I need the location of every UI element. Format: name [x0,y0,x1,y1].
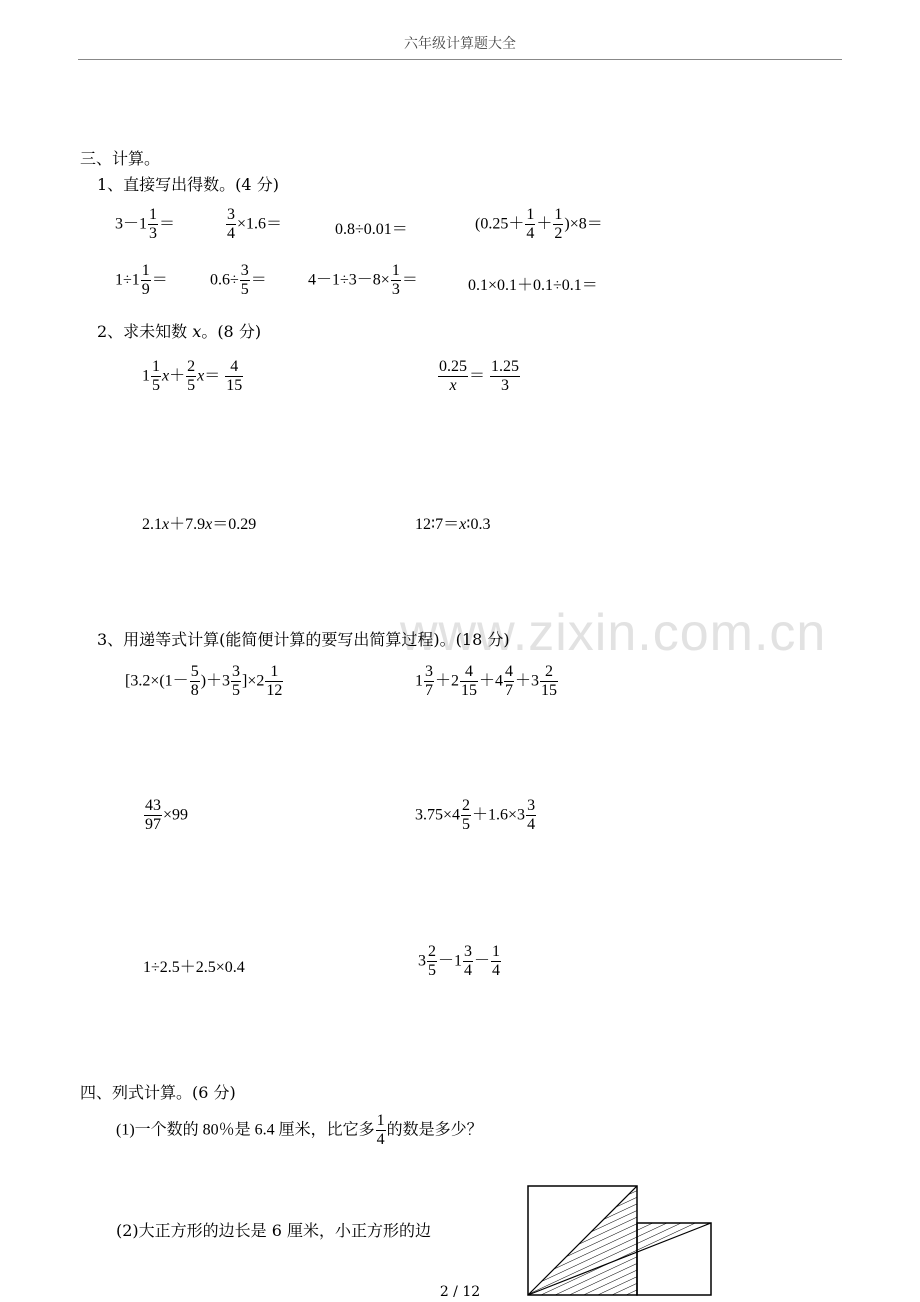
q2-equation-2: $\frac{0.25}{x}$ ＝ $\frac{1.25}{3}$ [439,358,520,395]
q3-expr-5: 1÷2.5＋2.5×0.4 [143,959,245,976]
q1-expr-7: 4－1÷3－8× $\frac{1}{3}$ ＝ [308,262,418,299]
q1-expr-5: 1÷1 $\frac{1}{9}$ ＝ [115,262,168,299]
section-4-title: 四、列式计算。(6 分) [80,1083,236,1102]
watermark: www.zixin.com.cn [400,604,827,662]
page-header: 六年级计算题大全 [78,33,842,60]
question-2-title: 2、求未知数 x。(8 分) [97,322,262,341]
q2-equation-1: 1 $\frac{1}{5}$ x＋ $\frac{2}{5}$ x＝ $\frac{4}{15}$ [142,358,243,395]
word-problem-2: (2)大正方形的边长是 6 厘米，小正方形的边 [116,1221,432,1240]
q1-expr-1: 3－1 $\frac{1}{3}$ ＝ [115,206,176,243]
q3-expr-6: 3 $\frac{2}{5}$ －1 $\frac{3}{4}$ － $\frac{1}{4}$ [418,943,501,980]
q1-expr-2: $\frac{3}{4}$ ×1.6＝ [227,206,283,243]
q3-expr-1: [3.2×(1－ $\frac{5}{8}$ )＋3 $\frac{3}{5}$ ]×2 $\frac{1}{12}$ [125,663,283,700]
page-number: 2 / 12 [439,1284,481,1300]
section-3-title: 三、计算。 [80,149,161,168]
word-problem-1: (1)一个数的 80％是 6.4 厘米，比它多 $\frac{1}{4}$ 的数是多少？ [116,1112,483,1149]
q1-expr-8: 0.1×0.1＋0.1÷0.1＝ [468,277,598,294]
q1-expr-6: 0.6÷ $\frac{3}{5}$ ＝ [210,262,267,299]
q2-equation-3: 2.1x＋7.9x＝0.29 [142,516,257,533]
q2-equation-4: 12∶7＝x∶0.3 [415,516,491,533]
squares-figure [525,1183,715,1298]
question-1-title: 1、直接写出得数。(4 分) [97,175,279,194]
q3-expr-4: 3.75×4 $\frac{2}{5}$ ＋1.6×3 $\frac{3}{4}$ [415,797,536,834]
question-3-title: 3、用递等式计算(能简便计算的要写出简算过程)。(18 分) [97,630,510,649]
q1-expr-3: 0.8÷0.01＝ [335,221,408,238]
q3-expr-3: $\frac{43}{97}$ ×99 [145,797,189,834]
q1-expr-4: (0.25＋ $\frac{1}{4}$ ＋ $\frac{1}{2}$ )×8＝ [475,206,603,243]
q3-expr-2: 1 $\frac{3}{7}$ ＋2 $\frac{4}{15}$ ＋4 $\frac{4}{7}$ ＋3 $\frac{2}{15}$ [415,663,558,700]
